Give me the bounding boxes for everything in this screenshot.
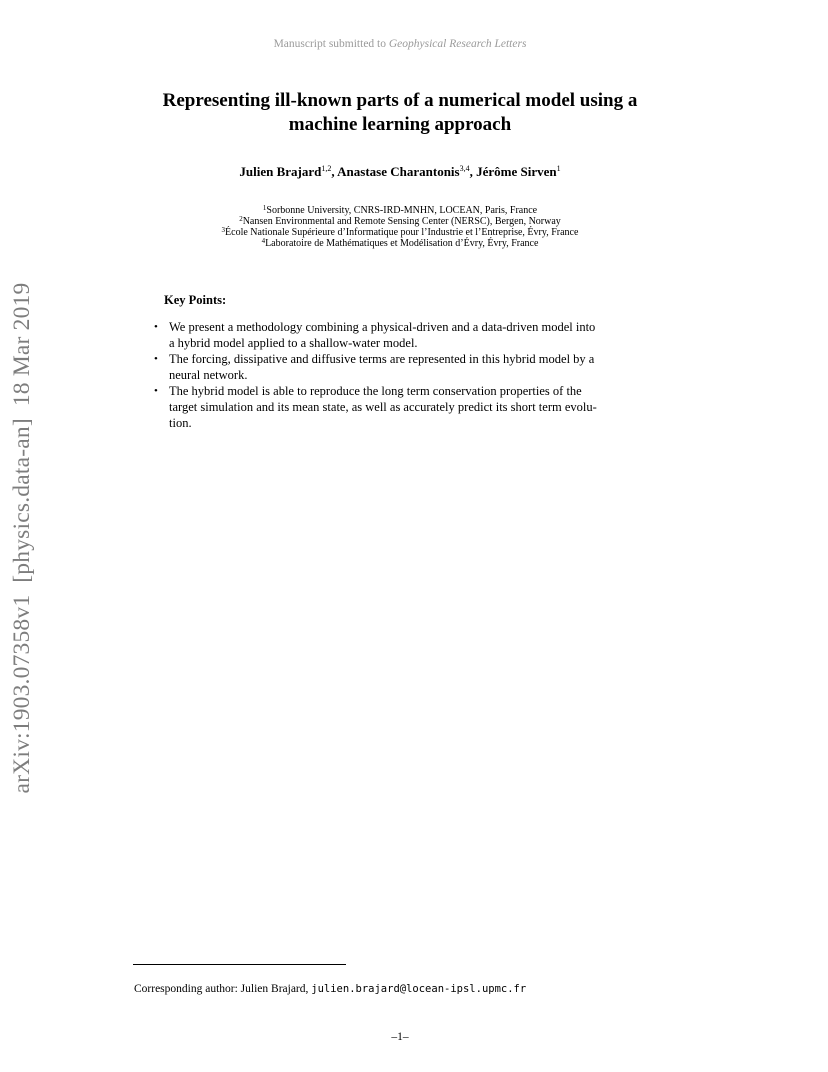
footnote-rule [133, 964, 346, 965]
affiliation-mark: 4 [261, 237, 266, 245]
author-affiliation-mark: 1,2 [321, 164, 332, 173]
author-affiliation-mark: 3,4 [459, 164, 470, 173]
key-point-line: target simulation and its mean state, as well as accurately predict its short term evolu- [169, 400, 597, 414]
affiliation-text: Sorbonne University, CNRS-IRD-MNHN, LOCEAN, Paris, France [266, 205, 538, 216]
key-point-line: tion. [169, 416, 192, 430]
arxiv-date: 18 Mar 2019 [9, 282, 35, 407]
affiliation [100, 227, 700, 238]
author-affiliation-mark: 1 [556, 164, 561, 173]
affiliation-mark: 1 [262, 204, 267, 212]
bullet-icon: • [154, 321, 158, 333]
author-list: Julien Brajard$^{1,2}$, Anastase Charantonis$^{3,4}$, Jérôme Sirven$^1$ [239, 164, 561, 179]
arxiv-id: arXiv:1903.07358v1 [9, 594, 35, 794]
running-header [0, 38, 800, 50]
affiliation [100, 216, 700, 227]
arxiv-category: [physics.data-an] [9, 418, 35, 583]
footnote-label: Corresponding author: Julien Brajard, [134, 983, 309, 995]
page-number: –1– [391, 1031, 409, 1043]
title-line-2: machine learning approach [288, 114, 512, 135]
paper-title [100, 89, 700, 137]
key-points-heading: Key Points: [164, 293, 227, 307]
corresponding-author-footnote [134, 983, 526, 995]
header-prefix: Manuscript submitted to [273, 38, 389, 50]
author-name: Julien Brajard [239, 164, 322, 179]
affiliation-mark: 2 [239, 215, 243, 223]
title-line-1: Representing ill-known parts of a numerical model using a [162, 90, 638, 111]
affiliation-text: Laboratoire de Mathématiques et Modélisation d’Évry, Évry, France [265, 238, 539, 249]
affiliation [100, 205, 700, 216]
affiliation [100, 238, 700, 249]
bullet-icon: • [154, 353, 158, 365]
key-point [152, 319, 642, 351]
key-point-line: We present a methodology combining a physical-driven and a data-driven model into [169, 320, 596, 334]
affiliation-mark: 3 [221, 226, 226, 234]
affiliation-text: École Nationale Supérieure d’Informatique pour l’Industrie et l’Entreprise, Évry, France [225, 227, 579, 238]
arxiv-stamp [6, 228, 38, 848]
key-point-line: a hybrid model applied to a shallow-water model. [169, 336, 418, 350]
key-point-line: The hybrid model is able to reproduce the long term conservation properties of the [169, 384, 582, 398]
key-point [152, 383, 642, 431]
key-point [152, 351, 642, 383]
bullet-icon: • [154, 385, 158, 397]
author-name: Anastase Charantonis [337, 164, 460, 179]
key-point-line: The forcing, dissipative and diffusive terms are represented in this hybrid model by a [169, 352, 595, 366]
author-name: Jérôme Sirven [476, 164, 557, 179]
header-journal: Geophysical Research Letters [388, 38, 527, 50]
affiliation-text: Nansen Environmental and Remote Sensing Center (NERSC), Bergen, Norway [242, 216, 561, 227]
key-points-list [152, 319, 642, 431]
key-point-line: neural network. [169, 368, 248, 382]
author-email-link[interactable]: julien.brajard@locean-ipsl.upmc.fr [311, 983, 527, 995]
affiliation-list [100, 205, 700, 249]
